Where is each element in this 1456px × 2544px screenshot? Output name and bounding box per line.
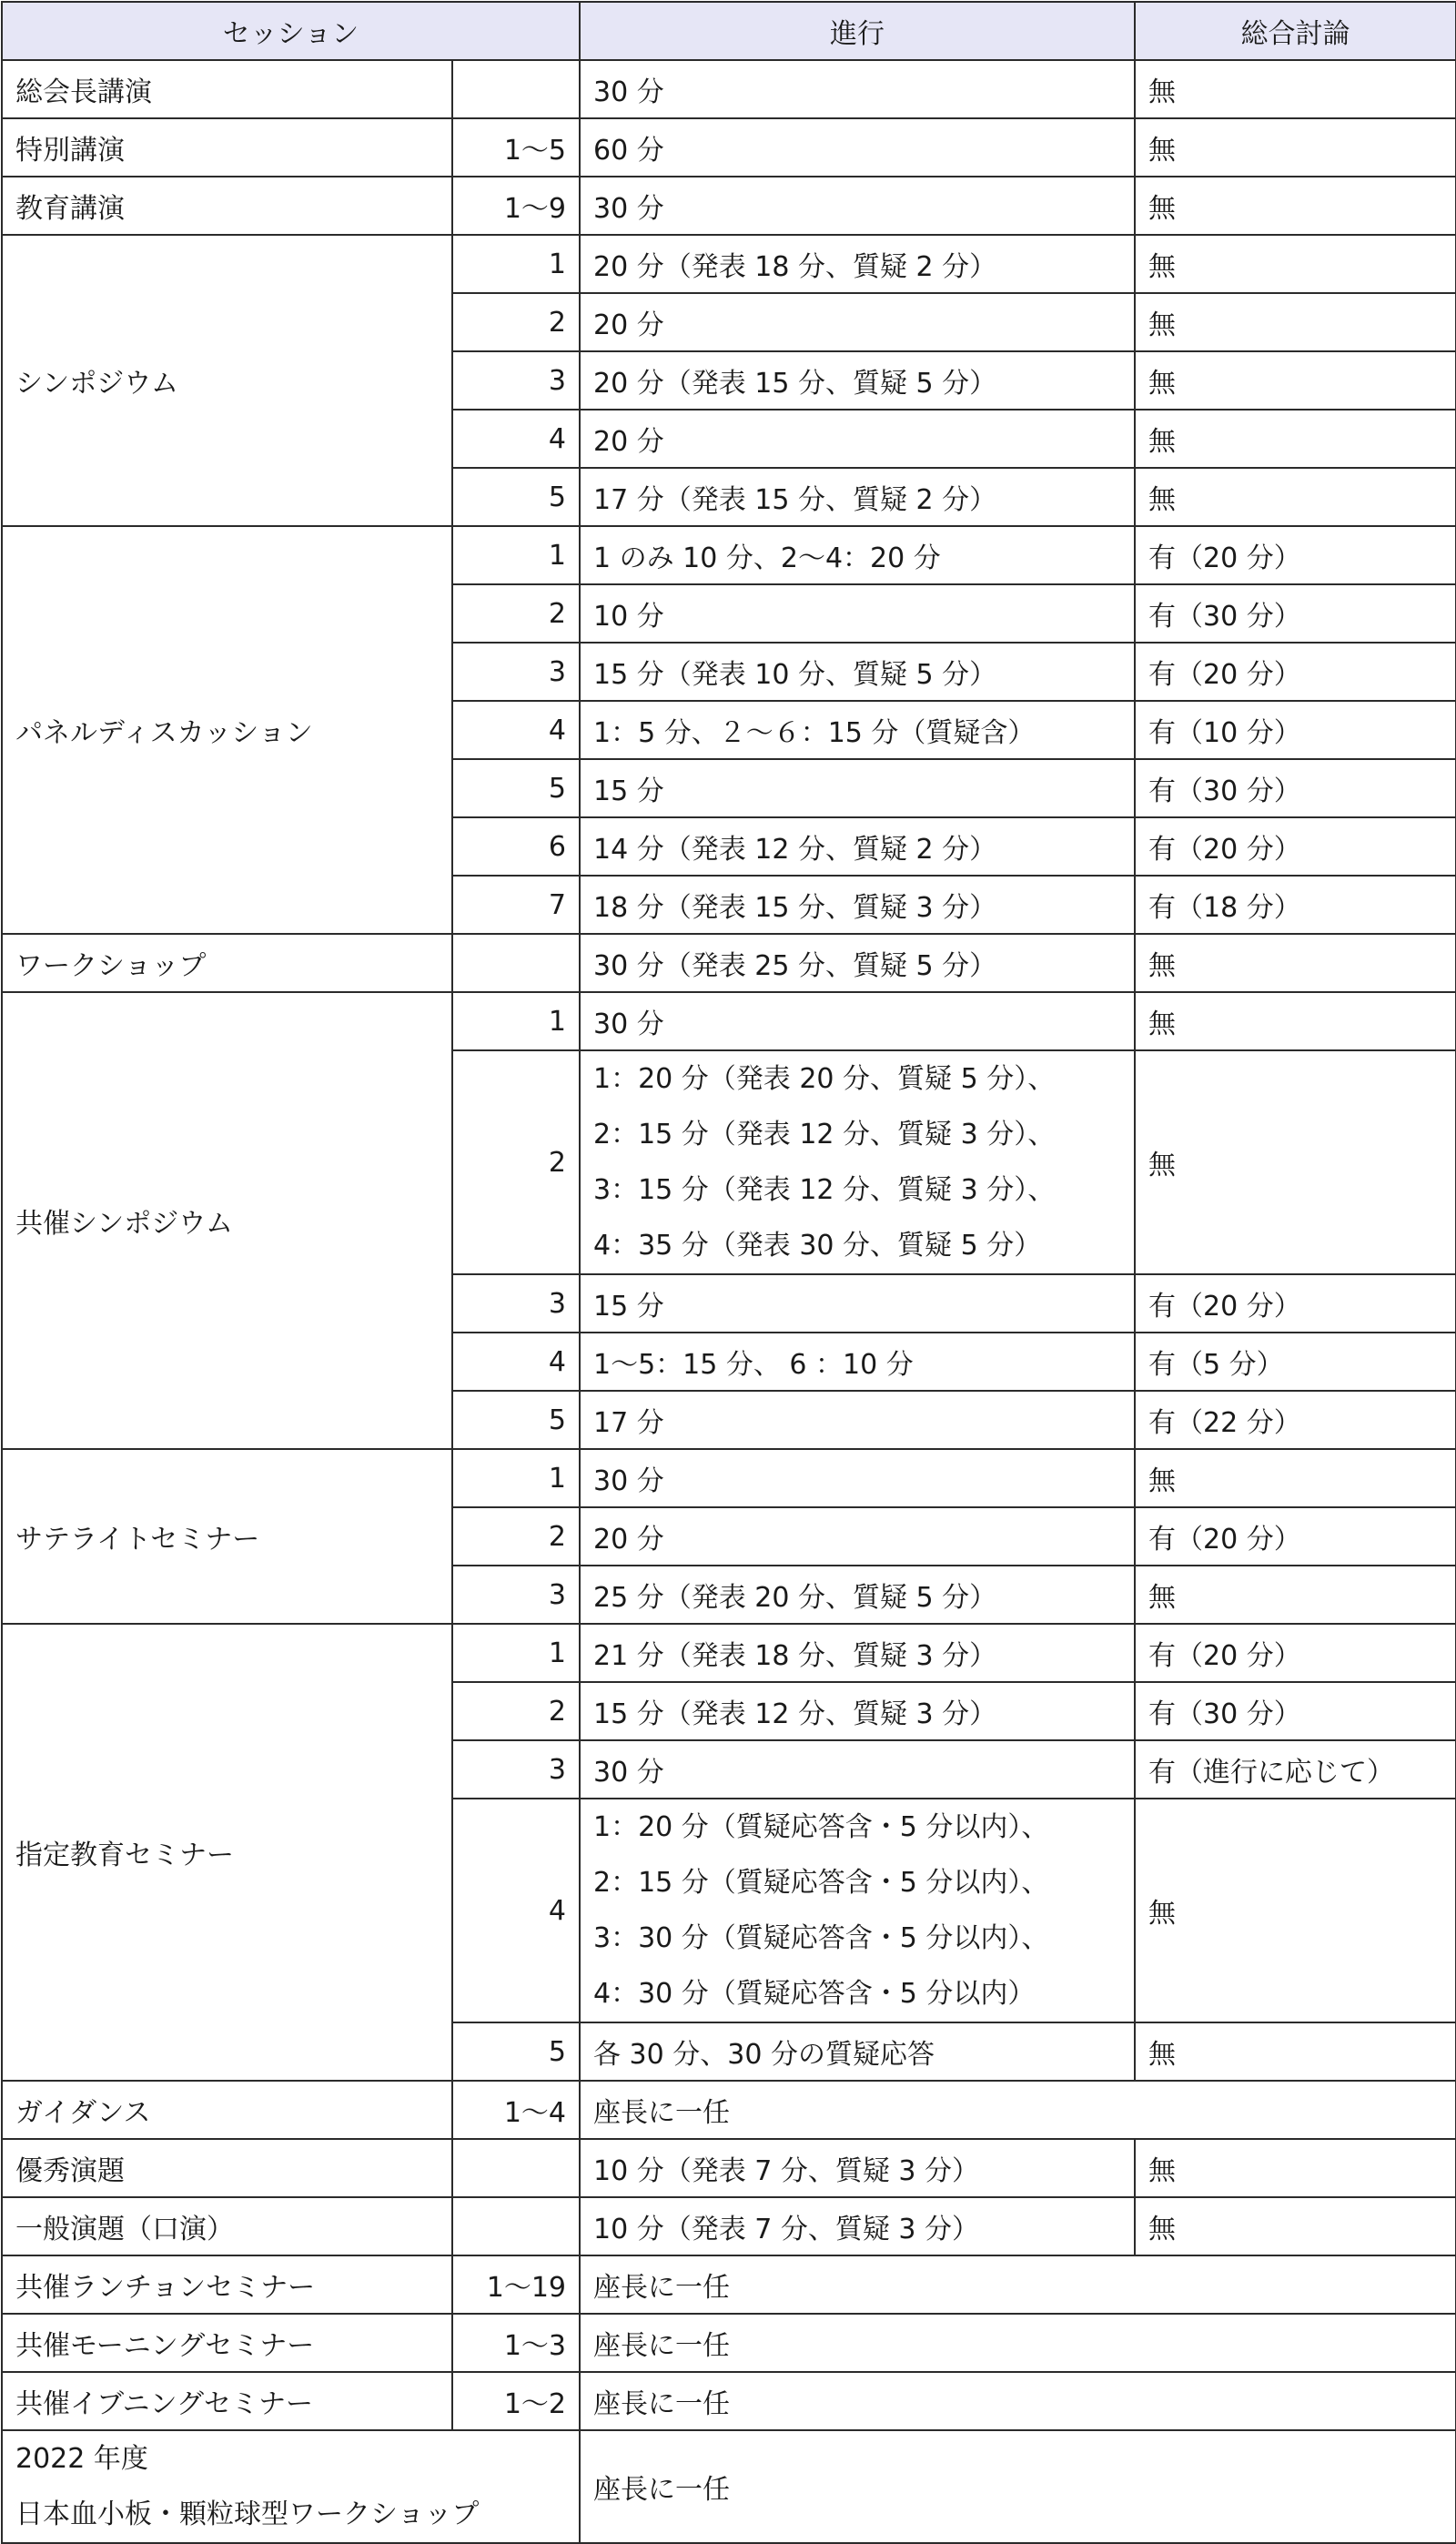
header-progress: 進行 [580, 2, 1135, 60]
session-name: ワークショップ [2, 934, 452, 992]
header-discussion: 総合討論 [1135, 2, 1456, 60]
session-number: 4 [452, 1799, 580, 2022]
progress-cell: 30 分（発表 25 分、質疑 5 分） [580, 934, 1135, 992]
session-number: 1 [452, 992, 580, 1050]
session-number: 4 [452, 701, 580, 759]
discussion-cell: 無 [1135, 60, 1456, 118]
discussion-cell: 有（30 分） [1135, 759, 1456, 817]
session-number: 7 [452, 876, 580, 934]
session-name: シンポジウム [2, 235, 452, 526]
progress-cell: 座長に一任 [580, 2430, 1456, 2543]
progress-cell: 1 のみ 10 分、2〜4：20 分 [580, 526, 1135, 584]
discussion-cell: 無 [1135, 235, 1456, 293]
table-row [2, 60, 1456, 118]
discussion-cell: 無 [1135, 992, 1456, 1050]
discussion-cell: 無 [1135, 293, 1456, 351]
progress-cell: 座長に一任 [580, 2255, 1456, 2314]
session-number: 1 [452, 235, 580, 293]
discussion-cell: 有（20 分） [1135, 526, 1456, 584]
discussion-cell: 有（10 分） [1135, 701, 1456, 759]
session-name: 共催モーニングセミナー [2, 2314, 452, 2372]
discussion-cell: 有（22 分） [1135, 1391, 1456, 1449]
session-number [452, 934, 580, 992]
progress-cell: 20 分（発表 18 分、質疑 2 分） [580, 235, 1135, 293]
discussion-cell: 有（進行に応じて） [1135, 1740, 1456, 1799]
session-number: 1 [452, 526, 580, 584]
header-row [2, 2, 1456, 60]
discussion-cell: 無 [1135, 351, 1456, 410]
table-row [2, 2139, 1456, 2197]
discussion-cell: 有（18 分） [1135, 876, 1456, 934]
discussion-cell: 無 [1135, 177, 1456, 235]
table-row [2, 2314, 1456, 2372]
progress-cell: 20 分 [580, 1507, 1135, 1566]
table-row [2, 2372, 1456, 2430]
session-number: 2 [452, 1050, 580, 1274]
progress-cell: 21 分（発表 18 分、質疑 3 分） [580, 1624, 1135, 1682]
progress-line: 4：35 分（発表 30 分、質疑 5 分） [593, 1230, 1042, 1262]
session-number: 5 [452, 759, 580, 817]
session-name: 優秀演題 [2, 2139, 452, 2197]
table-row [2, 526, 1456, 584]
table-row [2, 118, 1456, 177]
session-number: 1〜2 [452, 2372, 580, 2430]
discussion-cell: 有（30 分） [1135, 584, 1456, 643]
progress-line: 2：15 分（質疑応答含・5 分以内）、 [593, 1867, 1049, 1899]
progress-cell: 60 分 [580, 118, 1135, 177]
discussion-cell: 無 [1135, 1050, 1456, 1274]
progress-cell: 15 分（発表 10 分、質疑 5 分） [580, 643, 1135, 701]
progress-cell: 座長に一任 [580, 2372, 1456, 2430]
session-number: 1〜19 [452, 2255, 580, 2314]
session-number: 1〜9 [452, 177, 580, 235]
progress-line: 1：20 分（発表 20 分、質疑 5 分）、 [593, 1063, 1056, 1095]
progress-cell: 17 分 [580, 1391, 1135, 1449]
session-name: ガイダンス [2, 2081, 452, 2139]
progress-cell: 25 分（発表 20 分、質疑 5 分） [580, 1566, 1135, 1624]
progress-line: 2：15 分（発表 12 分、質疑 3 分）、 [593, 1119, 1056, 1150]
discussion-cell: 無 [1135, 2139, 1456, 2197]
session-number [452, 2197, 580, 2255]
table-row [2, 2081, 1456, 2139]
progress-cell: 20 分 [580, 293, 1135, 351]
discussion-cell: 無 [1135, 410, 1456, 468]
progress-cell: 1：5 分、２〜６：15 分（質疑含） [580, 701, 1135, 759]
session-number: 5 [452, 2022, 580, 2081]
session-number: 3 [452, 1740, 580, 1799]
progress-cell: 15 分 [580, 1274, 1135, 1333]
progress-cell: 30 分 [580, 60, 1135, 118]
session-number: 2 [452, 584, 580, 643]
progress-cell: 14 分（発表 12 分、質疑 2 分） [580, 817, 1135, 876]
discussion-cell: 無 [1135, 118, 1456, 177]
table-row [2, 177, 1456, 235]
session-number: 2 [452, 1682, 580, 1740]
session-number: 3 [452, 351, 580, 410]
progress-cell: 20 分 [580, 410, 1135, 468]
discussion-cell: 無 [1135, 1449, 1456, 1507]
progress-cell: 18 分（発表 15 分、質疑 3 分） [580, 876, 1135, 934]
progress-cell: 30 分 [580, 992, 1135, 1050]
discussion-cell: 無 [1135, 934, 1456, 992]
discussion-cell: 無 [1135, 1799, 1456, 2022]
session-number: 1〜3 [452, 2314, 580, 2372]
session-number [452, 60, 580, 118]
progress-cell: 15 分 [580, 759, 1135, 817]
session-name: 共催シンポジウム [2, 992, 452, 1449]
session-number [452, 2139, 580, 2197]
discussion-cell: 無 [1135, 1566, 1456, 1624]
session-name: 一般演題（口演） [2, 2197, 452, 2255]
discussion-cell: 有（20 分） [1135, 1507, 1456, 1566]
session-name-line: 2022 年度 [15, 2443, 148, 2475]
progress-cell [580, 1050, 1135, 1274]
session-number: 3 [452, 643, 580, 701]
discussion-cell: 有（5 分） [1135, 1333, 1456, 1391]
session-number: 4 [452, 410, 580, 468]
session-number: 3 [452, 1566, 580, 1624]
discussion-cell: 有（30 分） [1135, 1682, 1456, 1740]
progress-cell [580, 1799, 1135, 2022]
session-name-line: 日本血小板・顆粒球型ワークショップ [15, 2498, 480, 2530]
session-number: 2 [452, 1507, 580, 1566]
progress-cell: 15 分（発表 12 分、質疑 3 分） [580, 1682, 1135, 1740]
progress-cell: 10 分（発表 7 分、質疑 3 分） [580, 2139, 1135, 2197]
discussion-cell: 無 [1135, 2022, 1456, 2081]
session-name: 指定教育セミナー [2, 1624, 452, 2081]
progress-line: 3：15 分（発表 12 分、質疑 3 分）、 [593, 1174, 1056, 1206]
session-name: サテライトセミナー [2, 1449, 452, 1624]
progress-line: 3：30 分（質疑応答含・5 分以内）、 [593, 1922, 1049, 1954]
session-number: 5 [452, 1391, 580, 1449]
discussion-cell: 有（20 分） [1135, 1624, 1456, 1682]
header-session: セッション [2, 2, 580, 60]
progress-cell: 30 分 [580, 1449, 1135, 1507]
session-number: 6 [452, 817, 580, 876]
session-number: 1 [452, 1449, 580, 1507]
progress-cell: 10 分 [580, 584, 1135, 643]
session-number: 1 [452, 1624, 580, 1682]
progress-line: 4：30 分（質疑応答含・5 分以内） [593, 1978, 1036, 2010]
progress-line: 1：20 分（質疑応答含・5 分以内）、 [593, 1811, 1049, 1843]
discussion-cell: 有（20 分） [1135, 817, 1456, 876]
discussion-cell: 有（20 分） [1135, 1274, 1456, 1333]
progress-cell: 30 分 [580, 177, 1135, 235]
table-row [2, 1449, 1456, 1507]
table-row [2, 2430, 1456, 2543]
progress-cell: 1〜5：15 分、 6 ：10 分 [580, 1333, 1135, 1391]
discussion-cell: 無 [1135, 468, 1456, 526]
session-name: 総会長講演 [2, 60, 452, 118]
progress-cell: 座長に一任 [580, 2314, 1456, 2372]
progress-cell: 10 分（発表 7 分、質疑 3 分） [580, 2197, 1135, 2255]
table-row [2, 934, 1456, 992]
session-name: 教育講演 [2, 177, 452, 235]
progress-cell: 17 分（発表 15 分、質疑 2 分） [580, 468, 1135, 526]
session-number: 5 [452, 468, 580, 526]
session-name: 特別講演 [2, 118, 452, 177]
progress-cell: 30 分 [580, 1740, 1135, 1799]
discussion-cell: 有（20 分） [1135, 643, 1456, 701]
session-name: パネルディスカッション [2, 526, 452, 934]
session-name: 共催ランチョンセミナー [2, 2255, 452, 2314]
session-name [2, 2430, 580, 2543]
session-number: 1〜4 [452, 2081, 580, 2139]
table-row [2, 1624, 1456, 1682]
table-row [2, 2255, 1456, 2314]
progress-cell: 各 30 分、30 分の質疑応答 [580, 2022, 1135, 2081]
session-schedule-table [1, 1, 1456, 2544]
session-number: 1〜5 [452, 118, 580, 177]
table-row [2, 2197, 1456, 2255]
discussion-cell: 無 [1135, 2197, 1456, 2255]
session-name: 共催イブニングセミナー [2, 2372, 452, 2430]
session-number: 4 [452, 1333, 580, 1391]
table-row [2, 235, 1456, 293]
session-number: 2 [452, 293, 580, 351]
session-number: 3 [452, 1274, 580, 1333]
progress-cell: 20 分（発表 15 分、質疑 5 分） [580, 351, 1135, 410]
table-row [2, 992, 1456, 1050]
progress-cell: 座長に一任 [580, 2081, 1456, 2139]
